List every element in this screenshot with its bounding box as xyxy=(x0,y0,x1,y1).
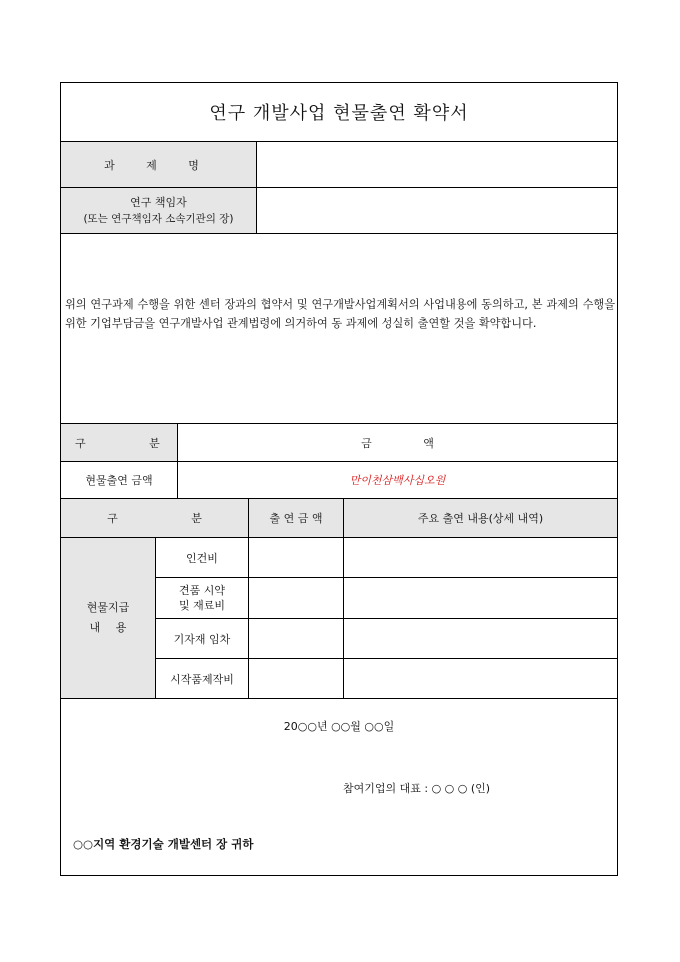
detail-row-amount[interactable] xyxy=(249,619,343,658)
detail-row-label-line2: 및 재료비 xyxy=(178,599,225,612)
form-title: 연구 개발사업 현물출연 확약서 xyxy=(209,103,469,124)
project-name-label: 과 제 명 xyxy=(61,142,256,187)
detail-row-label: 시작품제작비 xyxy=(170,672,234,686)
in-kind-group-label-line2: 내 용 xyxy=(89,621,127,634)
commitment-form xyxy=(60,82,618,876)
in-kind-amount-label: 현물출연 금액 xyxy=(85,474,153,487)
researcher-label xyxy=(61,188,256,233)
detail-row-label xyxy=(156,578,248,618)
researcher-field[interactable] xyxy=(257,188,617,233)
detail-col-amount: 출 연 금 액 xyxy=(249,499,343,537)
detail-col-details: 주요 출연 내용(상세 내역) xyxy=(344,499,617,537)
divider xyxy=(61,698,617,699)
detail-row-details[interactable] xyxy=(344,538,617,577)
company-representative: 참여기업의 대표 : ○ ○ ○ (인) xyxy=(343,782,491,795)
divider xyxy=(256,142,257,233)
commitment-date: 20○○년 ○○월 ○○일 xyxy=(283,720,395,733)
addressee: ○○지역 환경기술 개발센터 장 귀하 xyxy=(73,837,254,851)
divider xyxy=(61,233,617,234)
in-kind-group-label xyxy=(61,538,155,698)
in-kind-amount-value[interactable]: 만이천삼백사십오원 xyxy=(349,474,446,487)
detail-row-amount[interactable] xyxy=(249,578,343,618)
researcher-label-line1: 연구 책임자 xyxy=(130,195,187,209)
detail-row-label: 인건비 xyxy=(186,551,218,565)
amount-col-division-text: 구 분 xyxy=(75,436,160,450)
detail-row-details[interactable] xyxy=(344,659,617,698)
detail-row-label: 기자재 임차 xyxy=(173,632,231,646)
divider xyxy=(248,499,249,698)
researcher-label-line2: (또는 연구책임자 소속기관의 장) xyxy=(83,212,234,225)
detail-row-amount[interactable] xyxy=(249,659,343,698)
detail-row-label-line1: 견품 시약 xyxy=(178,584,225,597)
amount-col-amount: 금 액 xyxy=(361,436,434,450)
detail-row-amount[interactable] xyxy=(249,538,343,577)
commitment-statement: 위의 연구과제 수행을 위한 센터 장과의 협약서 및 연구개발사업계획서의 사업내용에 동의하고, 본 과제의 수행을 위한 기업부담금을 연구개발사업 관계법령에 의거하여 동 과제에 성실히 출연할 것을 확약합니다. xyxy=(65,298,615,330)
detail-row-details[interactable] xyxy=(344,578,617,618)
detail-row-details[interactable] xyxy=(344,619,617,658)
divider xyxy=(343,499,344,698)
amount-col-division xyxy=(61,424,177,461)
divider xyxy=(177,424,178,498)
project-name-field[interactable] xyxy=(257,142,617,187)
detail-col-division: 구 분 xyxy=(61,499,248,537)
in-kind-group-label-line1: 현물지급 xyxy=(86,601,130,614)
